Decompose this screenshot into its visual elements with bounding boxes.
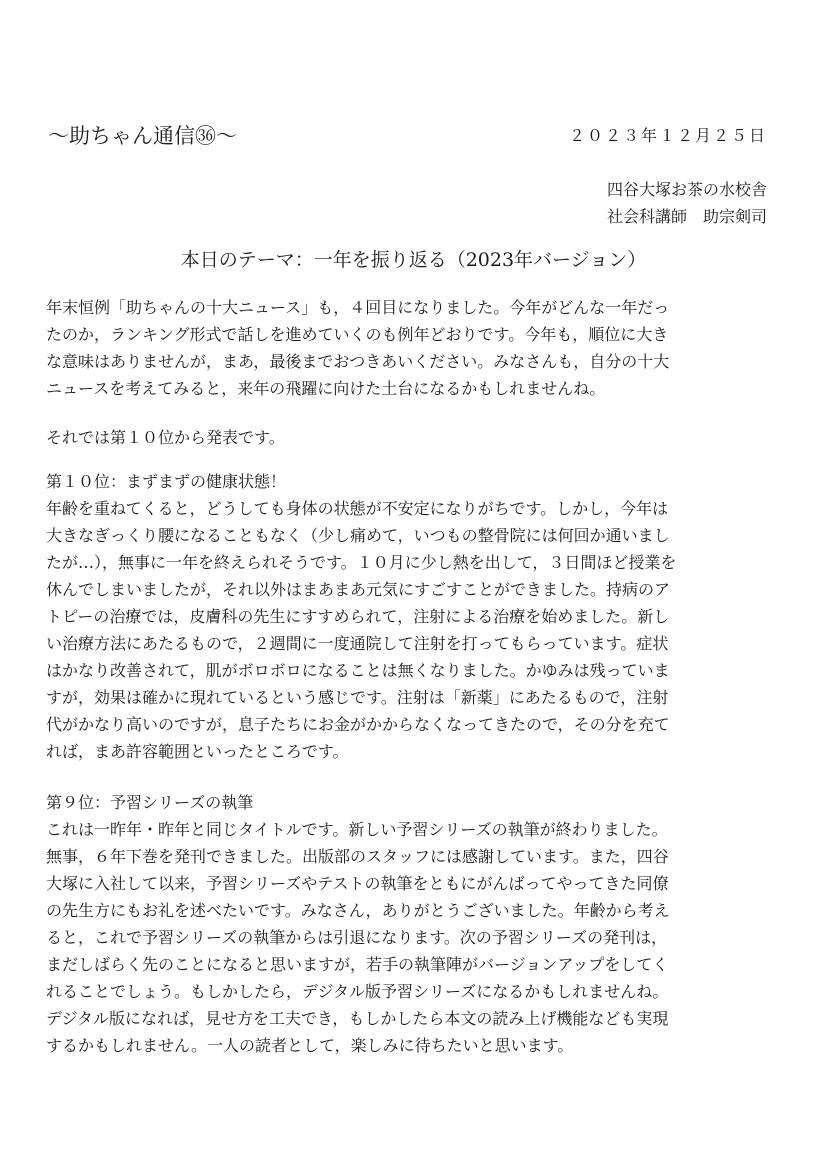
newsletter-title: ～助ちゃん通信㊱～ bbox=[48, 124, 237, 148]
section-line: トピーの治療では，皮膚科の先生にすすめられて，注射による治療を始めました。新し bbox=[46, 607, 670, 626]
issue-date: ２０２３年１２月２５日 bbox=[568, 126, 767, 145]
intro-line: ニュースを考えてみると，来年の飛躍に向けた土台になるかもしれませんね。 bbox=[46, 379, 606, 398]
section-line: い治療方法にあたるもので，２週間に一度通院して注射を打ってもらっています。症状 bbox=[46, 634, 669, 653]
author-block bbox=[607, 176, 767, 230]
section-line: まだしばらく先のことになると思いますが，若手の執筆陣がバージョンアップをしてく bbox=[46, 955, 669, 974]
section-line: 休んでしまいましたが，それ以外はまあまあ元気にすごすことができました。持病のア bbox=[46, 580, 671, 599]
section-line: ると，これで予習シリーズの執筆からは引退になります。次の予習シリーズの発刊は， bbox=[46, 928, 668, 947]
section-line: デジタル版になれば，見せ方を工夫でき，もしかしたら本文の読み上げ機能なども実現 bbox=[46, 1009, 669, 1028]
section-line: これは一昨年・昨年と同じタイトルです。新しい予習シリーズの執筆が終わりました。 bbox=[46, 820, 668, 839]
intro-line: な意味はありませんが，まあ，最後までおつきあいください。みなさんも，自分の十大 bbox=[46, 352, 670, 371]
section-9 bbox=[46, 789, 786, 1059]
author-name: 社会科講師 助宗剣司 bbox=[606, 207, 767, 226]
section-line: たが…），無事に一年を終えられそうです。１０月に少し熱を出して，３日間ほど授業を bbox=[46, 553, 677, 572]
section-line: の先生方にもお礼を述べたいです。みなさん，ありがとうございました。年齢から考え bbox=[46, 901, 670, 920]
section-10 bbox=[46, 468, 786, 765]
school-name: 四谷大塚お茶の水校舎 bbox=[606, 180, 767, 199]
section-line: 大きなぎっくり腰になることもなく（少し痛めて，いつもの整骨院には何回か通いまし bbox=[46, 526, 670, 545]
section-line: 大塚に入社して以来，予習シリーズやテストの執筆をともにがんばってやってきた同僚 bbox=[46, 874, 669, 893]
theme-heading: 本日のテーマ：一年を振り返る（2023年バージョン） bbox=[180, 249, 647, 271]
section-line: 代がかなり高いのですが，息子たちにお金がかからなくなってきたので，その分を充て bbox=[46, 715, 670, 734]
section-line: れば，まあ許容範囲といったところです。 bbox=[46, 742, 349, 761]
section-line: 年齢を重ねてくると，どうしても身体の状態が不安定になりがちです。しかし，今年は bbox=[46, 499, 669, 518]
section-line: はかなり改善されて，肌がボロボロになることは無くなりました。かゆみは残っていま bbox=[46, 661, 670, 680]
section-line: すが，効果は確かに現れているという感じです。注射は「新薬」にあたるもので，注射 bbox=[46, 688, 669, 707]
section-heading: 第９位：予習シリーズの執筆 bbox=[46, 793, 254, 812]
section-line: 無事，６年下巻を発刊できました。出版部のスタッフには感謝しています。また，四谷 bbox=[46, 847, 669, 866]
intro-paragraph bbox=[46, 294, 786, 402]
intro-line: 年末恒例「助ちゃんの十大ニュース」も，４回目になりました。今年がどんな一年だっ bbox=[46, 298, 670, 317]
section-line: れることでしょう。もしかしたら，デジタル版予習シリーズになるかもしれませんね。 bbox=[46, 982, 669, 1001]
section-line: するかもしれません。一人の読者として，楽しみに待ちたいと思います。 bbox=[46, 1036, 574, 1055]
intro-line: たのか，ランキング形式で話しを進めていくのも例年どおりです。今年も，順位に大き bbox=[46, 325, 669, 344]
lead-line: それでは第１０位から発表です。 bbox=[46, 428, 285, 447]
section-heading: 第１０位：まずまずの健康状態！ bbox=[46, 472, 287, 491]
